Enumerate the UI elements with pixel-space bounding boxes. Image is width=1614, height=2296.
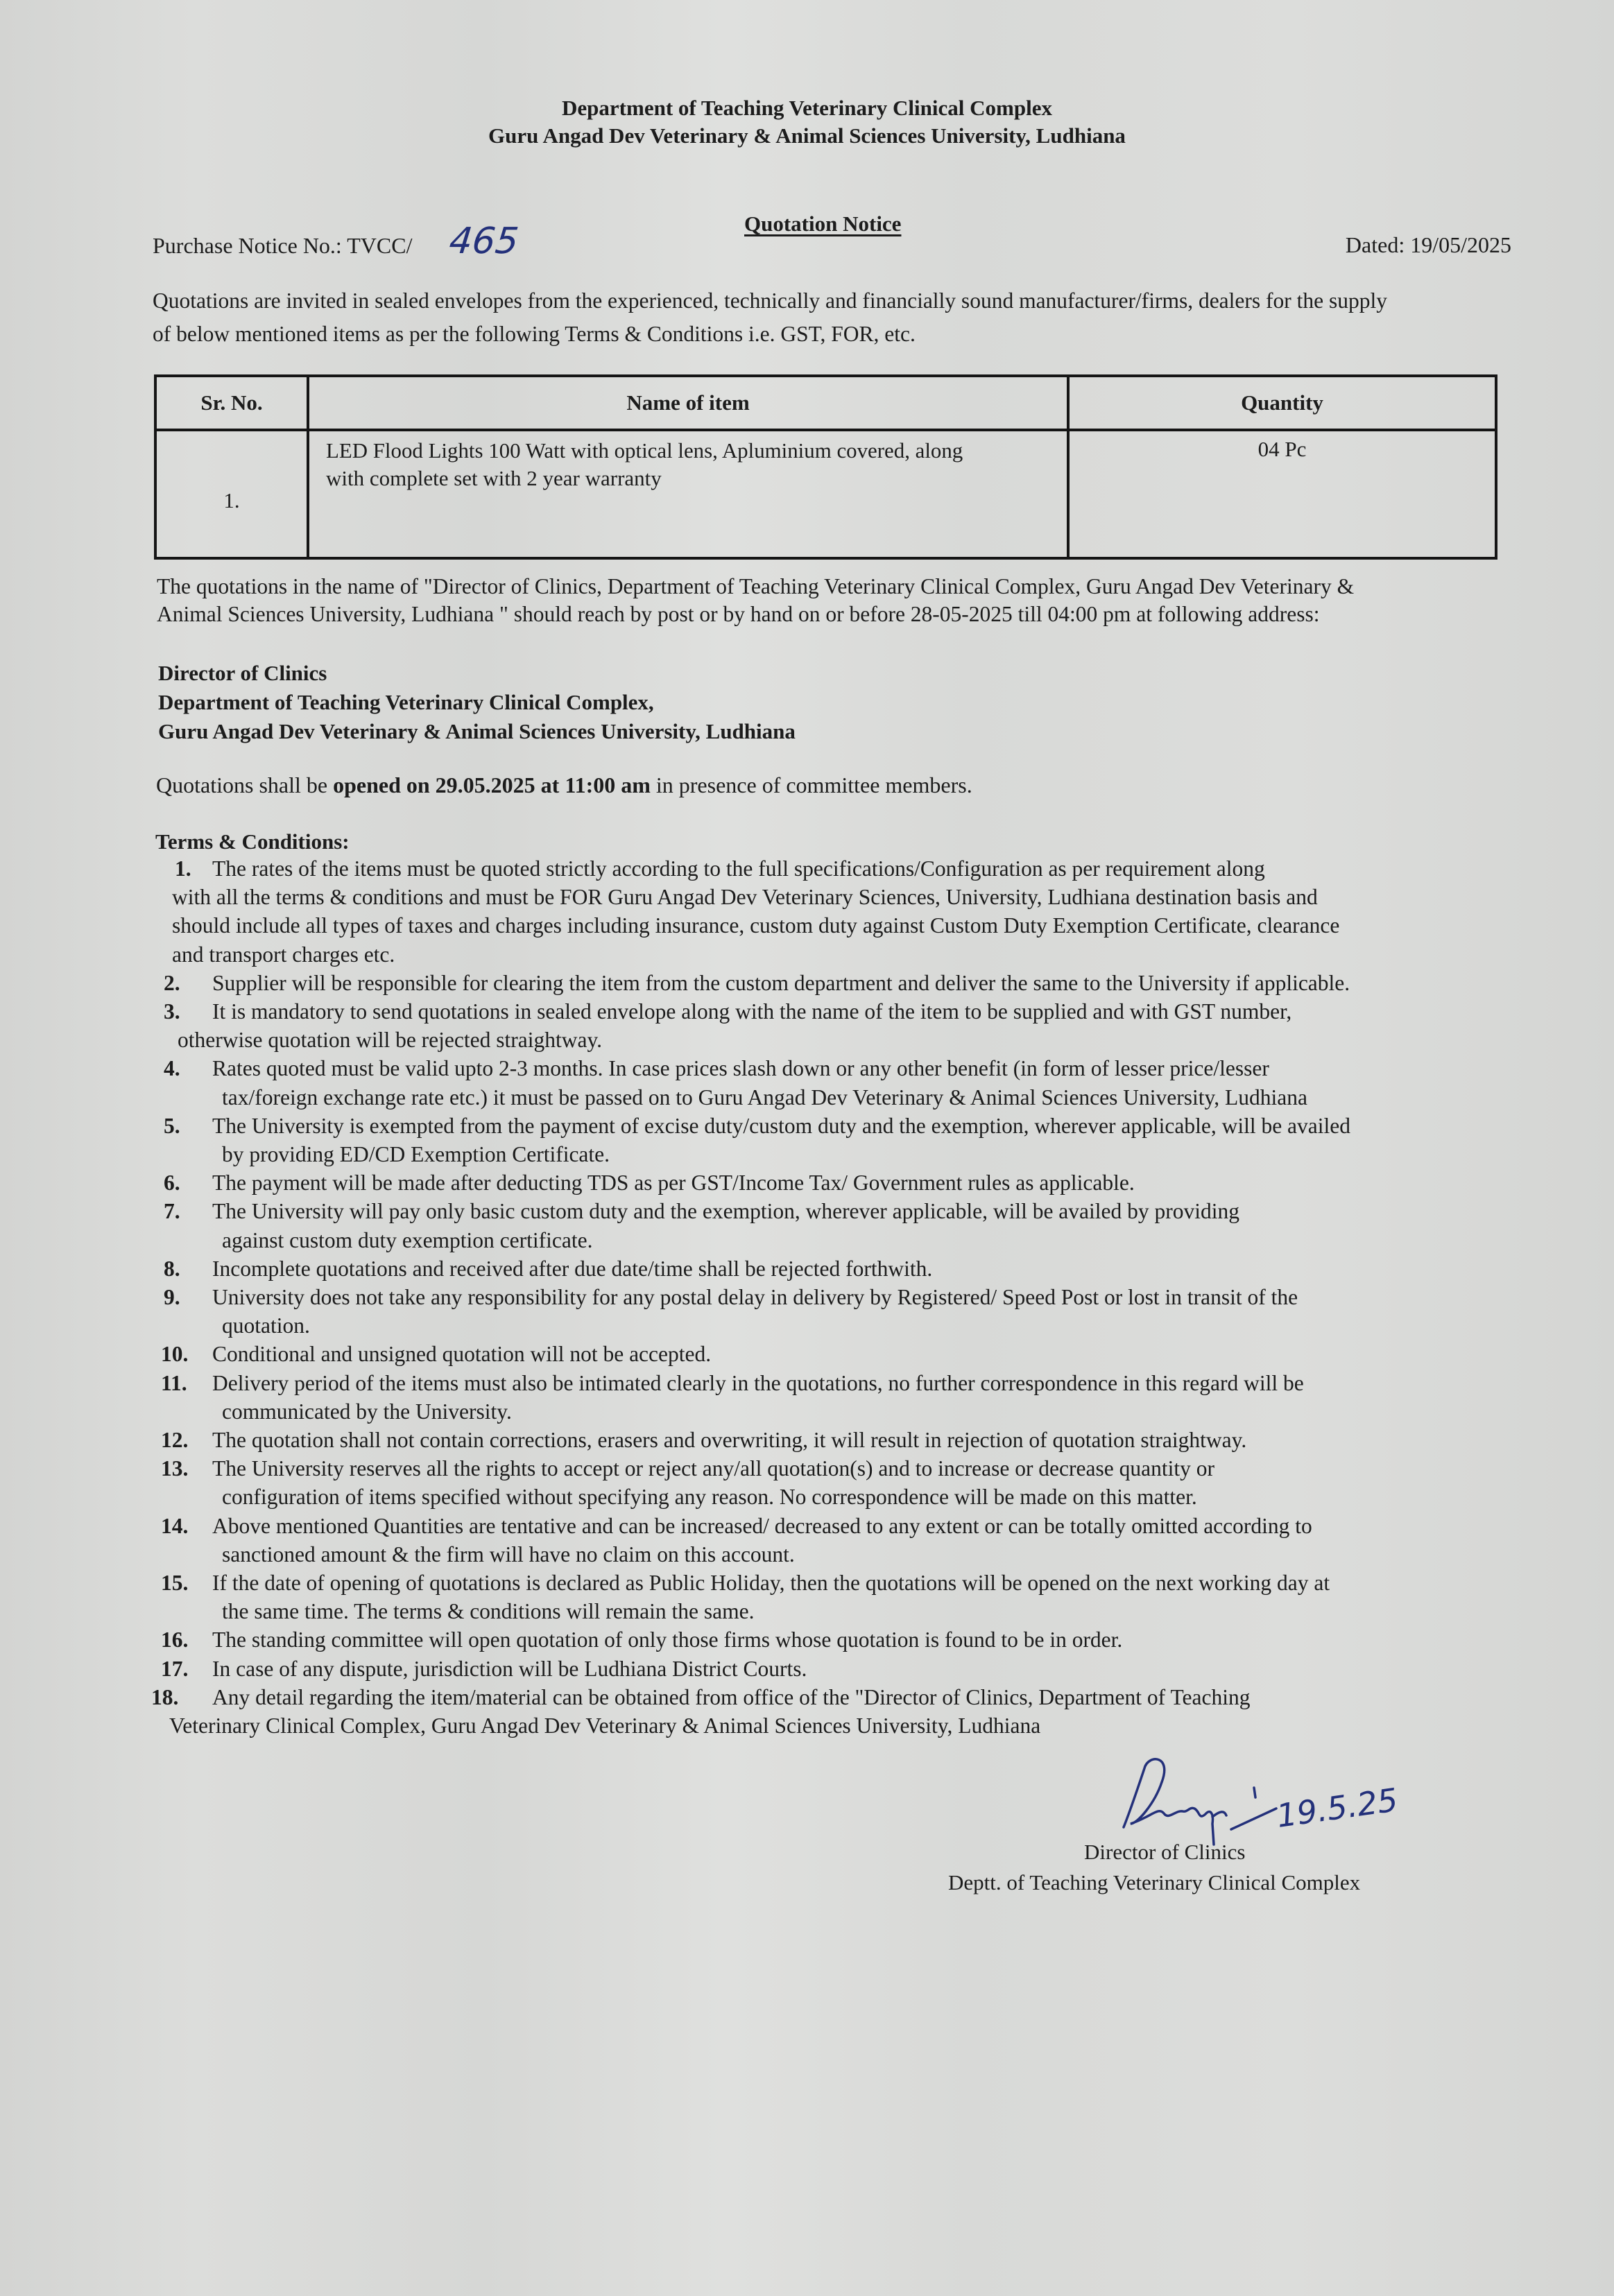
- term-text-line: If the date of opening of quotations is declared as Public Holiday, then the quotations will be opened on the next working day at: [212, 1571, 1330, 1595]
- term-number: 14.: [161, 1513, 189, 1538]
- term-text-line: The University is exempted from the payment of excise duty/custom duty and the exemption, wherever applicable, will be availed: [212, 1113, 1350, 1138]
- col-header-quantity: Quantity: [1068, 376, 1496, 430]
- term-number: 12.: [161, 1428, 189, 1452]
- term-text-line: Incomplete quotations and received after due date/time shall be rejected forthwith.: [212, 1256, 933, 1281]
- purchase-notice-label: Purchase Notice No.: TVCC/: [153, 233, 413, 258]
- term-text-line: communicated by the University.: [222, 1399, 512, 1424]
- col-header-item-name: Name of item: [308, 376, 1068, 430]
- items-table: [154, 374, 1497, 560]
- signatory-designation: Director of Clinics: [1084, 1840, 1246, 1864]
- term-text-line: and transport charges etc.: [172, 942, 395, 967]
- opening-suffix: in presence of committee members.: [650, 772, 972, 797]
- notice-title: Quotation Notice: [744, 212, 902, 236]
- address-line-1: Director of Clinics: [158, 661, 327, 685]
- term-text-line: by providing ED/CD Exemption Certificate.: [222, 1142, 610, 1166]
- term-number: 11.: [161, 1370, 187, 1395]
- intro-line-1: Quotations are invited in sealed envelopes from the experienced, technically and financially sound manufacturer/firms, dealers for the supply: [153, 288, 1387, 313]
- signature-date-handwritten: 19.5.25: [1274, 1781, 1400, 1835]
- term-text-line: with all the terms & conditions and must be FOR Guru Angad Dev Veterinary Sciences, University, Ludhiana destination basis and: [172, 885, 1318, 910]
- cell-sr-no: 1.: [155, 430, 308, 558]
- purchase-number-handwritten: 465: [447, 221, 521, 262]
- term-number: 4.: [164, 1056, 180, 1081]
- term-text-line: tax/foreign exchange rate etc.) it must be passed on to Guru Angad Dev Veterinary & Animal Sciences University, Ludhiana: [222, 1085, 1307, 1110]
- opening-statement: [156, 772, 972, 798]
- term-number: 13.: [161, 1456, 189, 1481]
- opening-datetime: opened on 29.05.2025 at 11:00 am: [333, 772, 651, 797]
- submission-line-1: The quotations in the name of "Director of Clinics, Department of Teaching Veterinary Clinical Complex, Guru Angad Dev Veterinary &: [157, 574, 1355, 598]
- term-text-line: configuration of items specified without specifying any reason. No correspondence will be made on this matter.: [222, 1485, 1197, 1510]
- term-number: 18.: [151, 1684, 179, 1709]
- term-text-line: The University will pay only basic custom duty and the exemption, wherever applicable, will be availed by providing: [212, 1199, 1239, 1224]
- term-number: 2.: [164, 970, 180, 995]
- term-text-line: Rates quoted must be valid upto 2-3 months. In case prices slash down or any other benefit (in form of lesser price/lesser: [212, 1056, 1269, 1081]
- cell-item-name: [308, 430, 1068, 558]
- term-text-line: quotation.: [222, 1313, 310, 1338]
- item-name-line-1: LED Flood Lights 100 Watt with optical lens, Apluminium covered, along: [326, 438, 963, 463]
- term-text-line: Delivery period of the items must also be intimated clearly in the quotations, no further correspondence in this regard will be: [212, 1370, 1304, 1395]
- term-text-line: the same time. The terms & conditions will remain the same.: [222, 1599, 755, 1624]
- term-number: 6.: [164, 1171, 180, 1196]
- item-name-line-2: with complete set with 2 year warranty: [326, 466, 662, 490]
- term-number: 9.: [164, 1285, 180, 1309]
- term-number: 7.: [164, 1199, 180, 1224]
- term-text-line: Conditional and unsigned quotation will not be accepted.: [212, 1342, 712, 1367]
- table-header-row: [155, 376, 1496, 430]
- term-text-line: It is mandatory to send quotations in sealed envelope along with the name of the item to be supplied and with GST number,: [212, 999, 1292, 1024]
- term-text-line: Supplier will be responsible for clearing the item from the custom department and deliver the same to the University if applicable.: [212, 970, 1350, 995]
- table-row: [155, 430, 1496, 558]
- signatory-department: Deptt. of Teaching Veterinary Clinical Complex: [948, 1870, 1361, 1894]
- term-text-line: In case of any dispute, jurisdiction will be Ludhiana District Courts.: [212, 1656, 807, 1681]
- cell-quantity: 04 Pc: [1068, 430, 1496, 558]
- term-number: 15.: [161, 1571, 189, 1595]
- term-text-line: sanctioned amount & the firm will have no claim on this account.: [222, 1542, 795, 1566]
- term-text-line: should include all types of taxes and charges including insurance, custom duty against Custom Duty Exemption Certificate, clearance: [172, 913, 1340, 938]
- notice-date: Dated: 19/05/2025: [1345, 232, 1511, 257]
- term-number: 17.: [161, 1656, 189, 1681]
- intro-line-2: of below mentioned items as per the following Terms & Conditions i.e. GST, FOR, etc.: [153, 322, 916, 346]
- term-text-line: Any detail regarding the item/material can be obtained from office of the "Director of Clinics, Department of Teaching: [212, 1684, 1251, 1709]
- terms-heading: Terms & Conditions:: [155, 829, 350, 854]
- term-number: 16.: [161, 1628, 189, 1652]
- term-text-line: The standing committee will open quotation of only those firms whose quotation is found to be in order.: [212, 1628, 1123, 1652]
- term-number: 3.: [164, 999, 180, 1024]
- term-text-line: otherwise quotation will be rejected straightway.: [178, 1028, 603, 1053]
- term-text-line: Veterinary Clinical Complex, Guru Angad Dev Veterinary & Animal Sciences University, Ludhiana: [169, 1714, 1041, 1738]
- opening-prefix: Quotations shall be: [156, 772, 334, 797]
- address-line-2: Department of Teaching Veterinary Clinical Complex,: [158, 690, 654, 714]
- term-number: 8.: [164, 1256, 180, 1281]
- term-text-line: The quotation shall not contain corrections, erasers and overwriting, it will result in rejection of quotation straightway.: [212, 1428, 1247, 1452]
- term-text-line: The rates of the items must be quoted strictly according to the full specifications/Configuration as per requirement along: [212, 856, 1265, 881]
- term-text-line: University does not take any responsibility for any postal delay in delivery by Registered/ Speed Post or lost in transit of the: [212, 1285, 1298, 1309]
- term-text-line: against custom duty exemption certificate.: [222, 1227, 593, 1252]
- address-line-3: Guru Angad Dev Veterinary & Animal Sciences University, Ludhiana: [158, 719, 796, 743]
- term-number: 5.: [164, 1113, 180, 1138]
- submission-line-2: Animal Sciences University, Ludhiana " should reach by post or by hand on or before 28-05-2025 till 04:00 pm at following address:: [157, 602, 1320, 626]
- term-text-line: The payment will be made after deducting TDS as per GST/Income Tax/ Government rules as applicable.: [212, 1171, 1135, 1196]
- term-text-line: The University reserves all the rights to accept or reject any/all quotation(s) and to increase or decrease quantity or: [212, 1456, 1214, 1481]
- term-number: 1.: [175, 856, 191, 881]
- header-department: Department of Teaching Veterinary Clinical Complex: [562, 96, 1052, 120]
- col-header-sr-no: Sr. No.: [155, 376, 308, 430]
- term-text-line: Above mentioned Quantities are tentative and can be increased/ decreased to any extent or can be totally omitted according to: [212, 1513, 1312, 1538]
- term-number: 10.: [161, 1342, 189, 1367]
- header-university: Guru Angad Dev Veterinary & Animal Sciences University, Ludhiana: [488, 123, 1126, 148]
